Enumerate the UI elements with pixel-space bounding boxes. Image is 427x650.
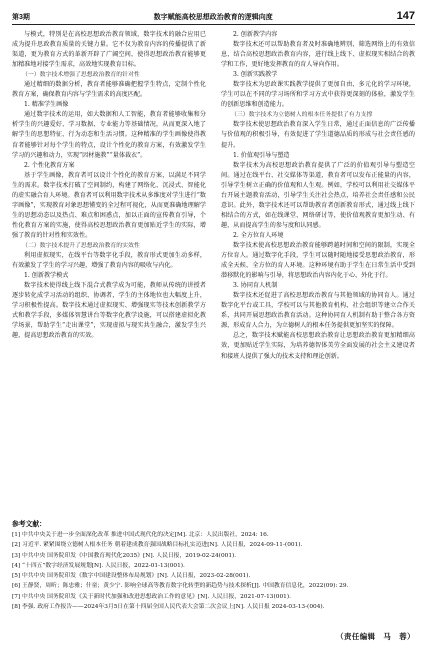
references-title: 参考文献： (12, 521, 46, 528)
reference-item: [8] 李强. 政府工作报告——2024年3月5日在第十四届全国人民代表大会第二次会议上[N]. 人民日报 2024-03-13-(004). (12, 604, 325, 611)
reference-item: [7] 中共中央 国务院印发《关于新时代加强和改进思想政治工作的意见》[N]. 人民日报，2021-07-13(001). (12, 593, 291, 600)
subsection-heading: 1. 精准学生画像 (24, 101, 69, 109)
paragraph: 数字技术使得线上线下混合式教学成为可能，教师从传统的讲授者逐步转化成学习活动的组织、协调者，学生的主体地位也大幅度上升，学习积极性提高。数字技术通过虚拟现实、增强现实等技术创新教学方式和教学手段，多媒体智慧讲台等数字化教学设施，可以搭建虚拟化教学场景，帮助学生“走出课堂”，实现虚拟与现实共生融合，激发学生兴趣，提高思想政治教育的实效。 (12, 282, 206, 340)
paragraph: 数字技术还促进了高校思想政治教育与其他领域的协同育人。通过数字化平台或工具，学校可以与其他教育机构、社会组织等建立合作关系，共同开展思想政治教育活动。这种协同育人机制有助于整合各方资源，形成育人合力，为立德树人的根本任务提供更加坚实的保障。 (221, 292, 415, 330)
paragraph: 数字技术为思政课实践教学提供了更加自由、多元化的学习环境，学生可以在不同的学习场所和学习方式中获得更深刻的体验，激发学生的创新思维和创造能力。 (221, 81, 415, 109)
section-heading: （二）数字技术提升了思想政治教育的实效性 (22, 242, 140, 249)
reference-item: [1] 中共中央关于进一步全面深化改革 推进中国式现代化的决定[M]. 北京：人民出版社，2024: 16. (12, 532, 269, 538)
reference-item: [3] 中共中央 国务院印发《中国教育现代化2035》[N]. 人民日报，2019-02-24(001). (12, 552, 237, 559)
paragraph: 通过数字技术的运用，如大数据和人工智能，教育者能够收集和分析学生的兴趣爱好、学习数据、专业能力等基础情况，从而更深入地了解学生的思想特征、行为动态和生活习惯。这种精准的学生画像使得教育者能够针对每个学生的特点，设计个性化的教育方案，有效激发学生学习的兴趣和动力，实现“因材施教”“量体裁衣”。 (12, 111, 206, 159)
issue-number: 第3期 (12, 14, 30, 21)
subsection-heading: 2. 创新教学内容 (233, 31, 278, 38)
running-title: 数字赋能高校思想政治教育的逻辑向度 (153, 12, 273, 21)
page-number: 147 (396, 10, 415, 22)
section-heading: （一）数字技术增强了思想政治教育的针对性 (22, 72, 140, 79)
subsection-heading: 1. 创新教学模式 (24, 272, 69, 280)
subsection-heading: 3. 创新实践教学 (233, 71, 278, 79)
paragraph: 数字技术为高校思想政治教育提供了广泛的价值观引导与塑造空间。通过在线平台、社交媒体等渠道，教育者可以发布正能量的内容，引导学生树立正确的价值观和人生观。例如，学校可以利用社交媒体平台开展主题教育活动，引导学生关注社会热点，培养社会责任感和公民意识。此外，数字技术还可以帮助教育者创新教育形式，通过线上线下相结合的方式，如在线课堂、网络研讨等，使价值观教育更加生动、有趣，从而提高学生的参与度和认同感。 (221, 161, 415, 229)
paragraph: 与模式，特别是在高校思想政治教育领域，数字技术的融合应用已成为提升思政教育质量的关键力量。它不仅为教育内容的传播提供了新渠道，更为教育方式的革新开辟了广阔空间，使得思想政治教育能够更加精准地对接学生需求，高效地实现教育目标。 (12, 31, 206, 69)
paragraph: 数字技术还可以帮助教育者及时准确地辨别、筛选网络上的有效信息，结合高校思想政治教育内容，进行线上线下、虚拟现实相结合的教学和工作，更好地发挥教育的育人导向作用。 (221, 41, 415, 69)
responsible-editor: （责任编辑 马 蓉） (336, 632, 415, 641)
page-header (12, 8, 415, 25)
body-columns (12, 30, 415, 517)
paragraph: 数字技术使高校思想政治教育能够跨越时间和空间的限制，实现全方位育人。通过数字化手段，学生可以随时随地接受思想政治教育，形成全天候、全方位的育人环境。这种环境有助于学生在日常生活中受到潜移默化的影响与引导，将思想政治内容内化于心、外化于行。 (221, 241, 415, 280)
paragraph: 利用虚拟现实，在线平台等数字化手段，教育形式更加生动多样，有效激发了学生的学习兴趣，增强了教育内容的吸收与内化。 (12, 252, 206, 270)
left-column (12, 30, 206, 517)
subsection-heading: 2. 个性化教育方案 (24, 161, 75, 169)
paragraph: 基于学生画像，教育者可以设计个性化的教育方案，以满足不同学生的需求。数字技术打破了空间制约，构建了网络化、沉浸式、智能化的虚实融合育人环境。教育者可以利用数字技术从多维度对学生进行“数字画像”，实现教育对象思想懂变的全过程可视化，从而更准确地理解学生的思想动态以及热点、难点和困惑点，加以正面的宣传教育引导，个性化教育方案的实施，使得高校思想政治教育更加贴近学生的实际，增强了教育的针对性和实效性。 (12, 171, 206, 239)
section-heading: （三）数字技术为立德树人的根本任务提供了有力支撑 (231, 112, 373, 119)
paragraph: 总之，数字技术赋能高校思想政治教育让思想政治教育更加精细高效，更加贴近学生实际，为培养德智体美劳全面发展的社会主义建设者和接班人提供了强大的技术支持和理论创新。 (221, 332, 415, 360)
subsection-heading: 2. 全方位育人环境 (233, 231, 284, 239)
reference-item: [4] “十四五”数字经济发展规划[N]. 人民日报，2022-01-13(001). (12, 562, 185, 569)
right-column (221, 30, 415, 517)
subsection-heading: 3. 协同育人机制 (233, 282, 278, 290)
paragraph: 通过精细的数据分析，教育者能够准确把握学生特点，定制个性化教育方案，确保教育内容与学生需求的高度匹配。 (12, 81, 206, 99)
paragraph: 数字技术使思想政治教育深入学生日常，通过正面信息的广泛传播与价值观的积极引导，有效促进了学生道德品质的形成与社会责任感的提升。 (221, 121, 415, 149)
references-section (12, 520, 415, 612)
reference-item: [5] 中共中央 国务院印发《数字中国建设整体布局规划》[N]. 人民日报，2023-02-28(001). (12, 573, 251, 580)
reference-item: [6] 王静贤，周昕；陈忠雅；什童；黄少宁. 影响全球高等教育数字化转型的新趋势与技术探析[J]. 中国教育信息化，2022(09): 29. (12, 583, 349, 590)
reference-item: [2] 习近平. 紧紧围绕立德树人根本任务 朝着建成教育强国战略目标扎实迈进[N]. 人民日报，2024-09-11-(001). (12, 542, 303, 549)
subsection-heading: 1. 价值观引导与塑造 (233, 151, 290, 159)
